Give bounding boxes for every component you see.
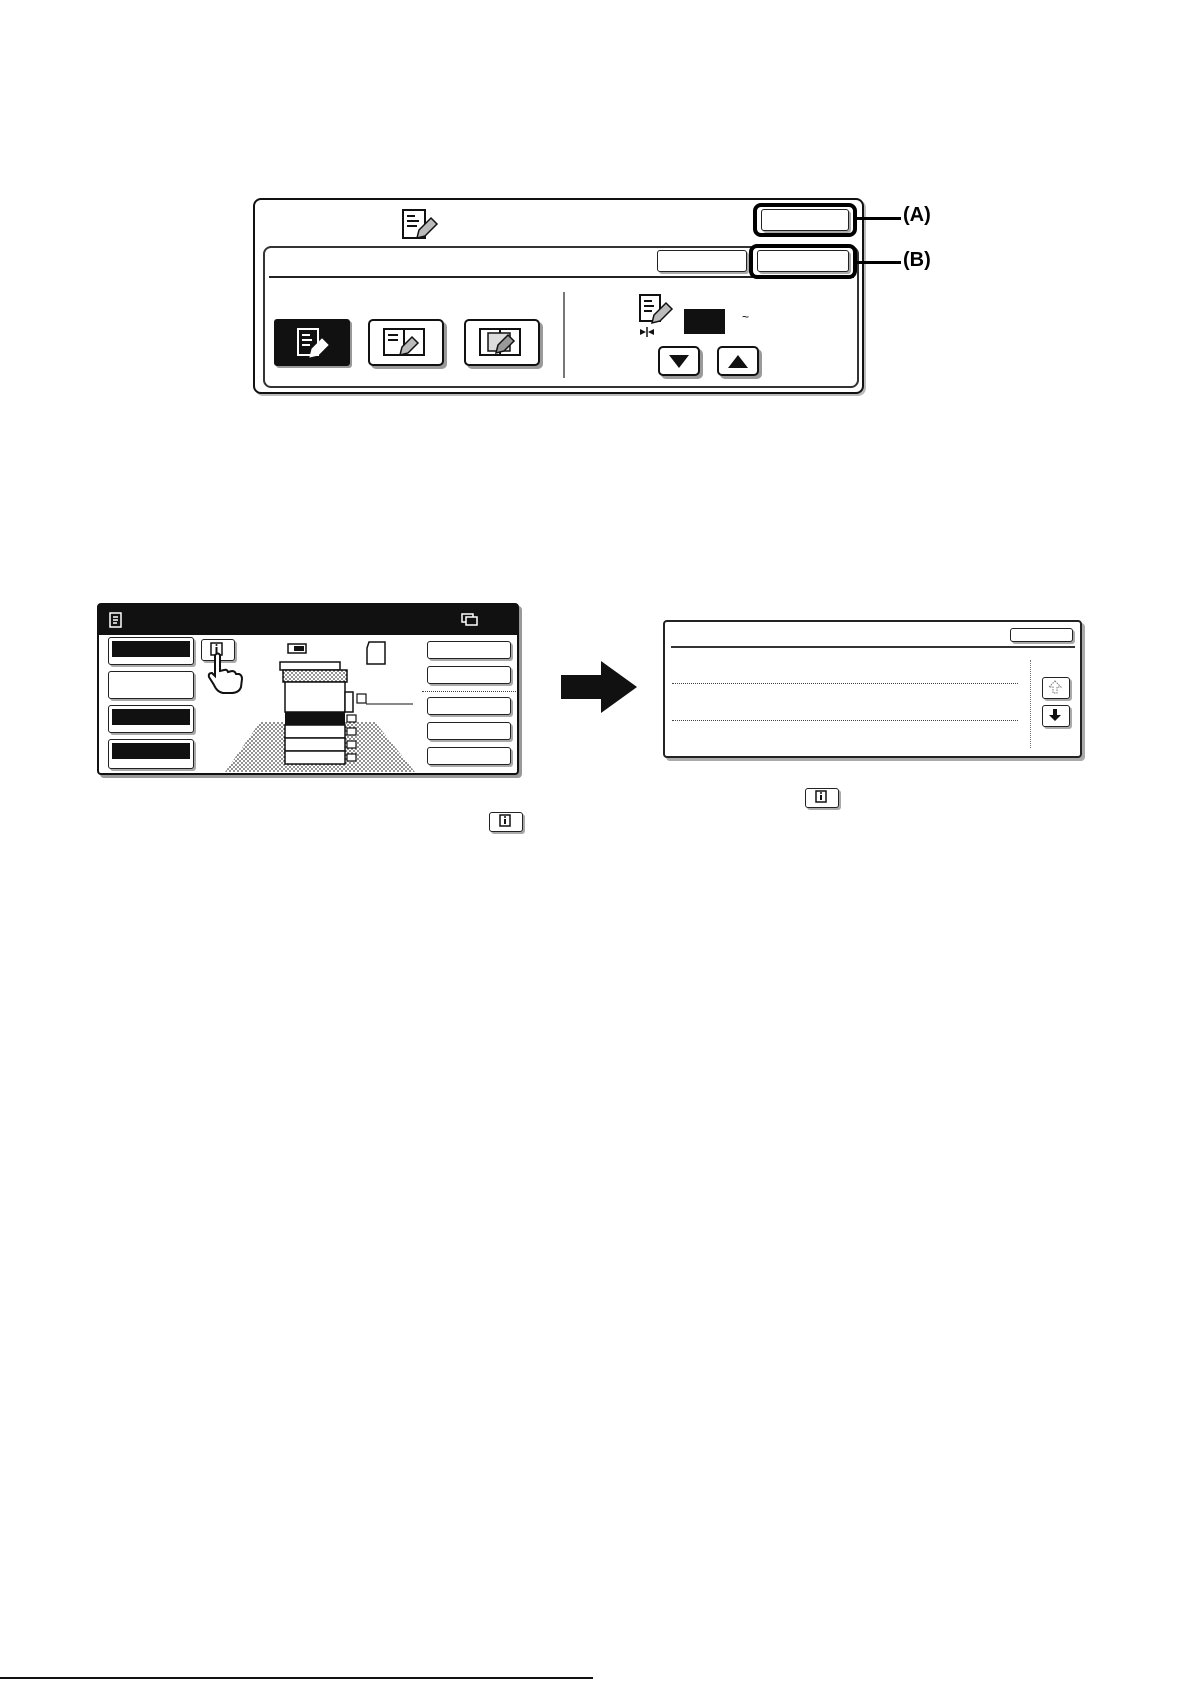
margin-shift-icon: [636, 293, 678, 339]
callout-label-a: (A): [903, 204, 931, 226]
left-button-4[interactable]: [108, 739, 194, 769]
machine-illustration: [225, 638, 415, 774]
job-status-icon[interactable]: [461, 613, 479, 627]
triangle-down-icon: [660, 348, 698, 374]
callout-label-b: (B): [903, 249, 931, 271]
booklet-edit-icon: [370, 321, 442, 364]
value-display: [684, 309, 725, 334]
mode-2-button[interactable]: [368, 319, 444, 366]
info-icon: [806, 789, 836, 805]
right-button-2[interactable]: [427, 666, 511, 684]
callout-line-b: [857, 261, 901, 264]
list-row-divider-1: [672, 683, 1018, 684]
right-button-5[interactable]: [427, 747, 511, 765]
callout-line-a: [857, 217, 901, 220]
right-arrow-icon: [561, 661, 637, 713]
footer-rule: [0, 1677, 593, 1679]
document-edit-icon: [401, 208, 441, 242]
right-button-1[interactable]: [427, 641, 511, 659]
scroll-down-button[interactable]: [1042, 705, 1070, 727]
panel-separator: [563, 292, 565, 378]
right-divider: [422, 691, 516, 692]
info-key-reference-right: [805, 788, 839, 808]
left-button-2[interactable]: [108, 671, 194, 699]
cancel-button[interactable]: [657, 250, 747, 272]
range-marker: ~: [742, 310, 750, 324]
info-screen-ok-button[interactable]: [1010, 628, 1073, 642]
decrease-button[interactable]: [658, 346, 700, 376]
mode-1-button[interactable]: [274, 319, 350, 366]
info-screen-divider: [671, 646, 1075, 648]
inner-ok-button[interactable]: [757, 250, 849, 272]
copy-mode-icon: [108, 612, 124, 628]
info-key-reference-left: [489, 812, 523, 832]
arrow-down-icon: [1043, 706, 1067, 724]
left-button-3[interactable]: [108, 705, 194, 733]
list-row-divider-2: [672, 720, 1018, 721]
scroll-track-divider: [1030, 660, 1031, 748]
ok-button[interactable]: [761, 209, 849, 231]
increase-button[interactable]: [717, 346, 759, 376]
info-icon: [490, 813, 520, 829]
centered-edit-icon: [466, 321, 538, 364]
document-edit-icon: [276, 321, 348, 364]
triangle-up-icon: [719, 348, 757, 374]
mode-3-button[interactable]: [464, 319, 540, 366]
scroll-up-button[interactable]: [1042, 677, 1070, 699]
right-button-4[interactable]: [427, 722, 511, 740]
right-button-3[interactable]: [427, 697, 511, 715]
arrow-up-icon: [1043, 678, 1067, 696]
main-screen-header: [99, 605, 517, 635]
left-button-1[interactable]: [108, 637, 194, 665]
